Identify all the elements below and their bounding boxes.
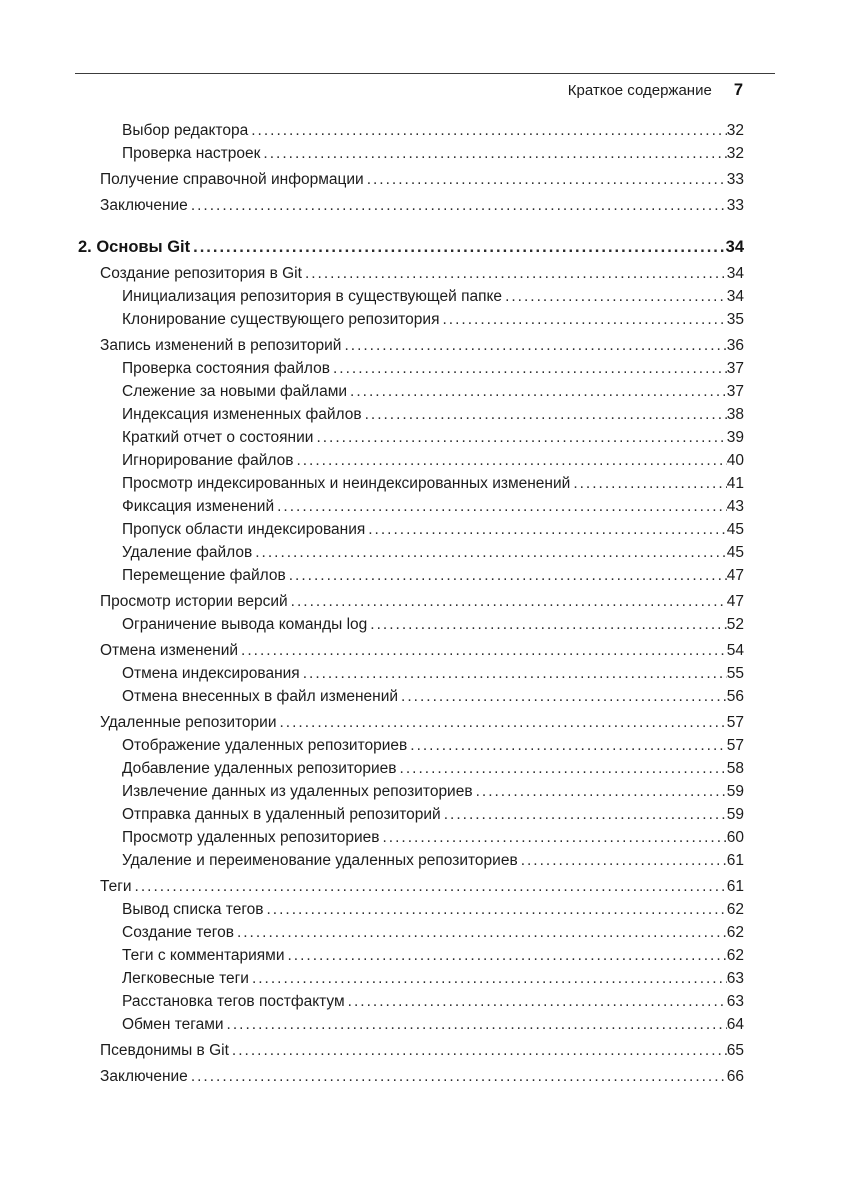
toc-leader-dots (234, 921, 727, 944)
toc-entry (78, 990, 744, 1013)
toc-entry (78, 639, 744, 662)
toc-entry-label: Слежение за новыми файлами (122, 383, 348, 400)
toc-entry-label: Отмена индексирования (122, 665, 300, 682)
toc-entry-page: 62 (726, 947, 744, 964)
toc-entry-label: Просмотр индексированных и неиндексированных изменений (122, 475, 571, 492)
toc-entry-label: Перемещение файлов (122, 567, 286, 584)
toc-leader-dots (341, 334, 726, 357)
toc-leader-dots (380, 826, 727, 849)
toc-entry-page: 35 (726, 311, 744, 328)
toc-entry-page: 60 (726, 829, 744, 846)
toc-leader-dots (502, 285, 727, 308)
toc-entry (78, 403, 744, 426)
toc-entry-page: 54 (726, 642, 744, 659)
toc-entry (78, 518, 744, 541)
toc-entry-page: 37 (726, 383, 744, 400)
toc-entry-page: 34 (725, 238, 744, 256)
toc-entry (78, 495, 744, 518)
toc-entry-page: 66 (726, 1068, 744, 1085)
toc-leader-dots (224, 1013, 727, 1036)
toc-entry-label: Расстановка тегов постфактум (122, 993, 345, 1010)
page-number: 7 (733, 81, 743, 99)
toc-entry-page: 47 (726, 593, 744, 610)
toc-entry-label: Получение справочной информации (100, 171, 364, 188)
toc-leader-dots (229, 1039, 727, 1062)
toc-entry (78, 142, 744, 165)
toc-leader-dots (248, 119, 727, 142)
toc-entry (78, 921, 744, 944)
toc-entry (78, 662, 744, 685)
toc-leader-dots (364, 168, 727, 191)
toc-entry-page: 39 (726, 429, 744, 446)
toc-entry-page: 37 (726, 360, 744, 377)
toc-entry-page: 33 (726, 171, 744, 188)
toc-entry-label: Просмотр истории версий (100, 593, 288, 610)
toc-entry (78, 380, 744, 403)
toc-entry-label: Теги с комментариями (122, 947, 285, 964)
toc-leader-dots (407, 734, 726, 757)
toc-entry-page: 40 (726, 452, 744, 469)
toc-entry (78, 564, 744, 587)
toc-leader-dots (362, 403, 727, 426)
toc-entry (78, 780, 744, 803)
toc-entry-page: 63 (726, 970, 744, 987)
toc-entry-label: Извлечение данных из удаленных репозиториев (122, 783, 473, 800)
toc-entry-label: Пропуск области индексирования (122, 521, 366, 538)
toc-entry (78, 967, 744, 990)
toc-entry (78, 334, 744, 357)
toc-entry (78, 308, 744, 331)
toc-entry (78, 168, 744, 191)
toc-entry-label: Проверка настроек (122, 145, 261, 162)
toc-entry-label: Отображение удаленных репозиториев (122, 737, 408, 754)
toc-entry-label: Удаление файлов (122, 544, 253, 561)
toc-entry-page: 34 (726, 288, 744, 305)
toc-leader-dots (345, 990, 727, 1013)
toc-entry (78, 849, 744, 872)
toc-entry (78, 898, 744, 921)
toc-entry-label: Краткий отчет о состоянии (122, 429, 314, 446)
toc-entry (78, 1039, 744, 1062)
toc-entry (78, 357, 744, 380)
toc-entry-label: Создание тегов (122, 924, 234, 941)
toc-leader-dots (518, 849, 727, 872)
toc-leader-dots (252, 541, 727, 564)
toc-entry-label: Заключение (100, 1068, 188, 1085)
toc-entry-page: 59 (726, 783, 744, 800)
toc-entry-page: 64 (726, 1016, 744, 1033)
toc-entry-page: 57 (726, 737, 744, 754)
toc-entry-page: 32 (726, 122, 744, 139)
toc-entry-page: 38 (726, 406, 744, 423)
toc-entry-page: 61 (726, 878, 744, 895)
toc-leader-dots (260, 142, 726, 165)
toc-entry-label: Легковесные теги (122, 970, 249, 987)
toc-leader-dots (293, 449, 726, 472)
toc-entry-label: Удаление и переименование удаленных репозиториев (122, 852, 518, 869)
toc-entry (78, 236, 744, 259)
toc-entry-page: 65 (726, 1042, 744, 1059)
toc-entry (78, 541, 744, 564)
toc-entry-label: Клонирование существующего репозитория (122, 311, 440, 328)
toc-entry (78, 285, 744, 308)
toc-entry-page: 45 (726, 544, 744, 561)
toc-entry (78, 1013, 744, 1036)
toc-leader-dots (365, 518, 727, 541)
toc-entry (78, 944, 744, 967)
toc-leader-dots (276, 711, 726, 734)
toc-entry (78, 590, 744, 613)
toc-entry-label: Отмена изменений (100, 642, 239, 659)
toc-leader-dots (367, 613, 726, 636)
toc-entry-page: 43 (726, 498, 744, 515)
toc-entry-label: 2. Основы Git (78, 238, 191, 256)
toc-entry-page: 47 (726, 567, 744, 584)
toc-leader-dots (238, 639, 727, 662)
toc-entry (78, 194, 744, 217)
page-header (75, 81, 743, 100)
toc-entry-label: Отправка данных в удаленный репозиторий (122, 806, 441, 823)
toc-leader-dots (398, 685, 727, 708)
toc-entry-page: 58 (726, 760, 744, 777)
toc-entry (78, 803, 744, 826)
toc-entry-page: 61 (726, 852, 744, 869)
toc-entry-label: Выбор редактора (122, 122, 249, 139)
toc-entry (78, 826, 744, 849)
toc-leader-dots (313, 426, 726, 449)
toc-entry-label: Фиксация изменений (122, 498, 275, 515)
toc-leader-dots (439, 308, 726, 331)
toc-entry-label: Обмен тегами (122, 1016, 224, 1033)
toc-entry (78, 711, 744, 734)
toc-leader-dots (286, 564, 727, 587)
toc-leader-dots (347, 380, 727, 403)
toc-entry-label: Псевдонимы в Git (100, 1042, 229, 1059)
toc-leader-dots (263, 898, 726, 921)
toc-entry-page: 52 (726, 616, 744, 633)
toc-leader-dots (188, 194, 727, 217)
toc-entry-label: Проверка состояния файлов (122, 360, 330, 377)
toc-entry-label: Отмена внесенных в файл изменений (122, 688, 399, 705)
toc-entry (78, 472, 744, 495)
toc-entry (78, 734, 744, 757)
toc-entry (78, 119, 744, 142)
toc-entry-page: 59 (726, 806, 744, 823)
toc-entry-label: Вывод списка тегов (122, 901, 264, 918)
toc-leader-dots (274, 495, 727, 518)
toc-entry (78, 449, 744, 472)
toc-leader-dots (473, 780, 727, 803)
toc-entry-page: 41 (726, 475, 744, 492)
toc-leader-dots (300, 662, 727, 685)
toc-entry (78, 757, 744, 780)
toc-entry-page: 55 (726, 665, 744, 682)
toc-entry-label: Ограничение вывода команды log (122, 616, 368, 633)
toc-entry-label: Добавление удаленных репозиториев (122, 760, 397, 777)
toc-entry (78, 262, 744, 285)
toc-entry-label: Индексация измененных файлов (122, 406, 362, 423)
toc-entry-label: Теги (100, 878, 132, 895)
toc-leader-dots (397, 757, 727, 780)
toc-entry-page: 34 (726, 265, 744, 282)
header-rule (75, 73, 775, 74)
toc-entry-page: 36 (726, 337, 744, 354)
toc-leader-dots (330, 357, 727, 380)
toc-leader-dots (249, 967, 727, 990)
toc-entry-label: Просмотр удаленных репозиториев (122, 829, 380, 846)
toc-leader-dots (132, 875, 727, 898)
toc-entry-page: 62 (726, 924, 744, 941)
toc-leader-dots (570, 472, 726, 495)
toc-entry-page: 45 (726, 521, 744, 538)
toc-entry-page: 32 (726, 145, 744, 162)
toc-entry-page: 57 (726, 714, 744, 731)
running-title: Краткое содержание (567, 82, 712, 99)
toc-leader-dots (190, 236, 726, 259)
toc-entry-label: Заключение (100, 197, 188, 214)
toc-entry-label: Запись изменений в репозиторий (100, 337, 342, 354)
toc-entry-label: Игнорирование файлов (122, 452, 294, 469)
toc-entry-page: 63 (726, 993, 744, 1010)
toc-entry (78, 426, 744, 449)
toc-entry (78, 613, 744, 636)
toc-entry (78, 875, 744, 898)
toc-entry-page: 62 (726, 901, 744, 918)
toc-leader-dots (285, 944, 727, 967)
toc-entry-label: Инициализация репозитория в существующей папке (122, 288, 503, 305)
toc-entry-page: 56 (726, 688, 744, 705)
toc-entry-label: Создание репозитория в Git (100, 265, 302, 282)
toc-entry-label: Удаленные репозитории (100, 714, 277, 731)
toc-leader-dots (302, 262, 727, 285)
toc-entry (78, 1065, 744, 1088)
toc-leader-dots (288, 590, 727, 613)
toc-list (78, 119, 744, 1088)
toc-leader-dots (441, 803, 727, 826)
toc-entry-page: 33 (726, 197, 744, 214)
toc-leader-dots (188, 1065, 727, 1088)
toc-entry (78, 685, 744, 708)
